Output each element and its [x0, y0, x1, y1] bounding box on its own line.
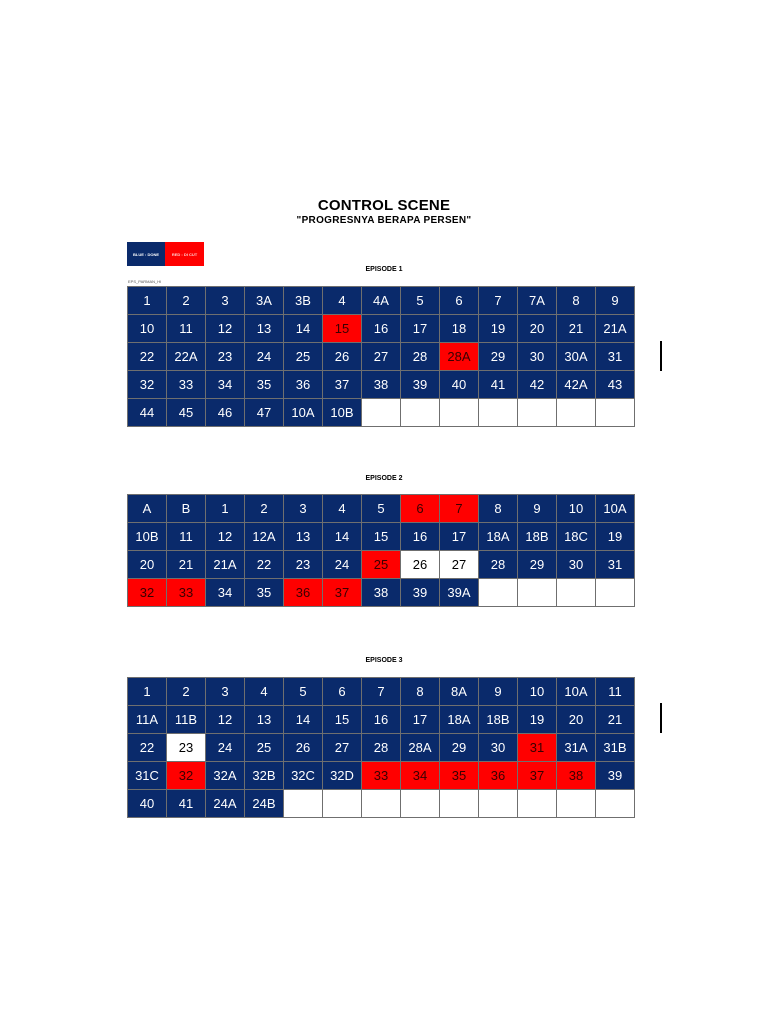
scene-cell-done: 3: [284, 495, 323, 523]
scene-cell-done: 38: [362, 371, 401, 399]
scene-cell-done: B: [167, 495, 206, 523]
scene-cell-done: 27: [323, 734, 362, 762]
scene-cell-done: 33: [167, 371, 206, 399]
scene-cell-cut: 28A: [440, 343, 479, 371]
scene-cell-done: 32B: [245, 762, 284, 790]
page-subtitle: "PROGRESNYA BERAPA PERSEN": [296, 215, 472, 226]
margin-mark: [660, 341, 662, 371]
scene-cell-done: 4: [245, 678, 284, 706]
scene-cell-done: 28: [479, 551, 518, 579]
scene-cell-done: 12: [206, 315, 245, 343]
scene-cell-cut: 36: [479, 762, 518, 790]
scene-cell-done: 29: [479, 343, 518, 371]
scene-cell-done: 29: [518, 551, 557, 579]
scene-cell-done: 12: [206, 706, 245, 734]
scene-cell-done: 39: [596, 762, 635, 790]
scene-cell-done: 28: [401, 343, 440, 371]
scene-cell-done: 28A: [401, 734, 440, 762]
scene-cell-done: 22: [128, 734, 167, 762]
scene-cell-done: 1: [206, 495, 245, 523]
scene-cell-done: 40: [128, 790, 167, 818]
scene-cell-done: 18: [440, 315, 479, 343]
scene-cell-done: 11: [167, 523, 206, 551]
scene-cell-done: 7A: [518, 287, 557, 315]
scene-cell-done: 20: [557, 706, 596, 734]
scene-cell-done: 10: [518, 678, 557, 706]
scene-cell-empty: [557, 399, 596, 427]
scene-cell-done: 42A: [557, 371, 596, 399]
scene-cell-done: 2: [167, 678, 206, 706]
scene-cell-done: 39: [401, 579, 440, 607]
episode-1-grid: [127, 286, 635, 427]
scene-cell-done: 29: [440, 734, 479, 762]
scene-cell-empty: [362, 790, 401, 818]
scene-cell-done: 18A: [440, 706, 479, 734]
episode-2-label: EPISODE 2: [365, 475, 403, 482]
scene-cell-done: 30: [557, 551, 596, 579]
scene-cell-done: 36: [284, 371, 323, 399]
scene-cell-done: 30: [518, 343, 557, 371]
scene-cell-done: 38: [362, 579, 401, 607]
scene-cell-cut: 34: [401, 762, 440, 790]
scene-cell-done: 37: [323, 371, 362, 399]
scene-cell-done: 41: [479, 371, 518, 399]
scene-cell-done: 4: [323, 287, 362, 315]
scene-cell-done: 9: [479, 678, 518, 706]
scene-cell-done: 15: [323, 706, 362, 734]
scene-cell-done: 21A: [206, 551, 245, 579]
scene-cell-done: 34: [206, 579, 245, 607]
scene-cell-done: 42: [518, 371, 557, 399]
scene-cell-cut: 37: [518, 762, 557, 790]
scene-cell-empty: [440, 790, 479, 818]
scene-cell-pending: 26: [401, 551, 440, 579]
scene-cell-done: 24: [245, 343, 284, 371]
scene-cell-done: 16: [362, 706, 401, 734]
scene-cell-done: 32C: [284, 762, 323, 790]
scene-cell-done: 12: [206, 523, 245, 551]
scene-cell-cut: 25: [362, 551, 401, 579]
scene-cell-done: 8: [557, 287, 596, 315]
scene-cell-done: 3B: [284, 287, 323, 315]
legend-done: BLUE : DONE: [127, 242, 165, 266]
scene-cell-done: 31A: [557, 734, 596, 762]
scene-cell-done: 23: [284, 551, 323, 579]
scene-cell-pending: 27: [440, 551, 479, 579]
scene-cell-done: 25: [284, 343, 323, 371]
scene-cell-empty: [518, 399, 557, 427]
scene-cell-done: 17: [401, 315, 440, 343]
scene-cell-done: 26: [323, 343, 362, 371]
scene-cell-done: 8A: [440, 678, 479, 706]
scene-cell-done: 18B: [518, 523, 557, 551]
scene-cell-done: 10A: [284, 399, 323, 427]
scene-cell-done: 16: [362, 315, 401, 343]
page-title: CONTROL SCENE: [317, 197, 451, 214]
scene-cell-done: 11B: [167, 706, 206, 734]
scene-cell-done: 32: [128, 371, 167, 399]
scene-cell-cut: 36: [284, 579, 323, 607]
scene-cell-done: 21: [557, 315, 596, 343]
scene-cell-done: 20: [128, 551, 167, 579]
scene-cell-empty: [557, 790, 596, 818]
scene-cell-done: 5: [284, 678, 323, 706]
scene-cell-done: 1: [128, 287, 167, 315]
scene-cell-done: 11: [167, 315, 206, 343]
scene-cell-done: 22A: [167, 343, 206, 371]
scene-cell-done: 7: [362, 678, 401, 706]
scene-cell-done: 14: [284, 706, 323, 734]
scene-cell-done: 31: [596, 551, 635, 579]
status-legend: [127, 242, 204, 266]
scene-cell-done: 30: [479, 734, 518, 762]
scene-cell-done: 11: [596, 678, 635, 706]
margin-mark: [660, 703, 662, 733]
scene-cell-done: 13: [245, 706, 284, 734]
scene-cell-done: 40: [440, 371, 479, 399]
scene-cell-done: 32D: [323, 762, 362, 790]
scene-cell-done: 2: [167, 287, 206, 315]
scene-cell-done: 21: [596, 706, 635, 734]
scene-cell-cut: 38: [557, 762, 596, 790]
scene-cell-done: 35: [245, 579, 284, 607]
file-note: EPS_PARMAN_HI: [128, 279, 162, 284]
scene-cell-done: 34: [206, 371, 245, 399]
scene-cell-done: 13: [284, 523, 323, 551]
scene-cell-done: 46: [206, 399, 245, 427]
scene-cell-done: 4A: [362, 287, 401, 315]
scene-cell-done: 15: [362, 523, 401, 551]
scene-cell-done: 12A: [245, 523, 284, 551]
scene-cell-empty: [557, 579, 596, 607]
scene-cell-done: 30A: [557, 343, 596, 371]
scene-cell-cut: 7: [440, 495, 479, 523]
scene-cell-done: 2: [245, 495, 284, 523]
scene-cell-done: 10: [557, 495, 596, 523]
scene-cell-done: 14: [323, 523, 362, 551]
scene-cell-empty: [479, 579, 518, 607]
scene-cell-empty: [596, 790, 635, 818]
scene-cell-cut: 31: [518, 734, 557, 762]
scene-cell-done: 3: [206, 678, 245, 706]
scene-cell-done: 26: [284, 734, 323, 762]
scene-cell-done: 6: [323, 678, 362, 706]
scene-cell-done: 18B: [479, 706, 518, 734]
scene-cell-done: 22: [128, 343, 167, 371]
scene-cell-cut: 33: [167, 579, 206, 607]
episode-2-grid: [127, 494, 635, 607]
scene-cell-done: 24B: [245, 790, 284, 818]
scene-cell-done: 45: [167, 399, 206, 427]
scene-cell-done: 5: [401, 287, 440, 315]
scene-cell-empty: [479, 399, 518, 427]
scene-cell-done: 39: [401, 371, 440, 399]
scene-cell-empty: [596, 399, 635, 427]
scene-cell-empty: [401, 399, 440, 427]
scene-cell-done: 8: [401, 678, 440, 706]
scene-cell-done: 31B: [596, 734, 635, 762]
scene-cell-done: 24A: [206, 790, 245, 818]
scene-cell-done: 18C: [557, 523, 596, 551]
scene-cell-empty: [284, 790, 323, 818]
scene-cell-pending: 23: [167, 734, 206, 762]
scene-cell-done: 20: [518, 315, 557, 343]
scene-cell-empty: [440, 399, 479, 427]
legend-cut: RED : DI CUT: [165, 242, 204, 266]
scene-cell-done: 6: [440, 287, 479, 315]
scene-cell-done: 41: [167, 790, 206, 818]
scene-cell-done: 27: [362, 343, 401, 371]
scene-cell-done: 17: [401, 706, 440, 734]
episode-3-grid: [127, 677, 635, 818]
scene-cell-done: 24: [206, 734, 245, 762]
scene-cell-done: 10B: [128, 523, 167, 551]
scene-cell-done: 3: [206, 287, 245, 315]
scene-cell-done: 31: [596, 343, 635, 371]
scene-cell-done: 9: [596, 287, 635, 315]
scene-cell-done: 9: [518, 495, 557, 523]
scene-cell-done: 10: [128, 315, 167, 343]
scene-cell-done: 18A: [479, 523, 518, 551]
scene-cell-done: 22: [245, 551, 284, 579]
scene-cell-empty: [401, 790, 440, 818]
scene-cell-done: 16: [401, 523, 440, 551]
scene-cell-empty: [323, 790, 362, 818]
scene-cell-done: 47: [245, 399, 284, 427]
scene-cell-done: 39A: [440, 579, 479, 607]
scene-cell-done: 10B: [323, 399, 362, 427]
scene-cell-done: 19: [518, 706, 557, 734]
scene-cell-empty: [518, 790, 557, 818]
scene-cell-cut: 6: [401, 495, 440, 523]
scene-cell-done: 19: [596, 523, 635, 551]
scene-cell-done: 11A: [128, 706, 167, 734]
scene-cell-cut: 32: [128, 579, 167, 607]
scene-cell-cut: 33: [362, 762, 401, 790]
scene-cell-done: 14: [284, 315, 323, 343]
scene-cell-done: 17: [440, 523, 479, 551]
scene-cell-done: 23: [206, 343, 245, 371]
scene-cell-done: 4: [323, 495, 362, 523]
scene-cell-done: 32A: [206, 762, 245, 790]
scene-cell-done: 21A: [596, 315, 635, 343]
scene-cell-done: 13: [245, 315, 284, 343]
scene-cell-empty: [518, 579, 557, 607]
scene-cell-empty: [596, 579, 635, 607]
scene-cell-done: 10A: [557, 678, 596, 706]
scene-cell-done: 21: [167, 551, 206, 579]
scene-cell-cut: 15: [323, 315, 362, 343]
scene-cell-cut: 32: [167, 762, 206, 790]
scene-cell-cut: 37: [323, 579, 362, 607]
scene-cell-done: A: [128, 495, 167, 523]
scene-cell-done: 19: [479, 315, 518, 343]
scene-cell-done: 35: [245, 371, 284, 399]
scene-cell-done: 44: [128, 399, 167, 427]
scene-cell-done: 5: [362, 495, 401, 523]
episode-3-label: EPISODE 3: [365, 657, 403, 664]
scene-cell-done: 31C: [128, 762, 167, 790]
scene-cell-done: 28: [362, 734, 401, 762]
scene-cell-empty: [362, 399, 401, 427]
episode-1-label: EPISODE 1: [365, 266, 403, 273]
scene-cell-cut: 35: [440, 762, 479, 790]
scene-cell-done: 8: [479, 495, 518, 523]
scene-cell-done: 24: [323, 551, 362, 579]
scene-cell-empty: [479, 790, 518, 818]
scene-cell-done: 43: [596, 371, 635, 399]
scene-cell-done: 3A: [245, 287, 284, 315]
scene-cell-done: 25: [245, 734, 284, 762]
scene-cell-done: 1: [128, 678, 167, 706]
scene-cell-done: 7: [479, 287, 518, 315]
scene-cell-done: 10A: [596, 495, 635, 523]
